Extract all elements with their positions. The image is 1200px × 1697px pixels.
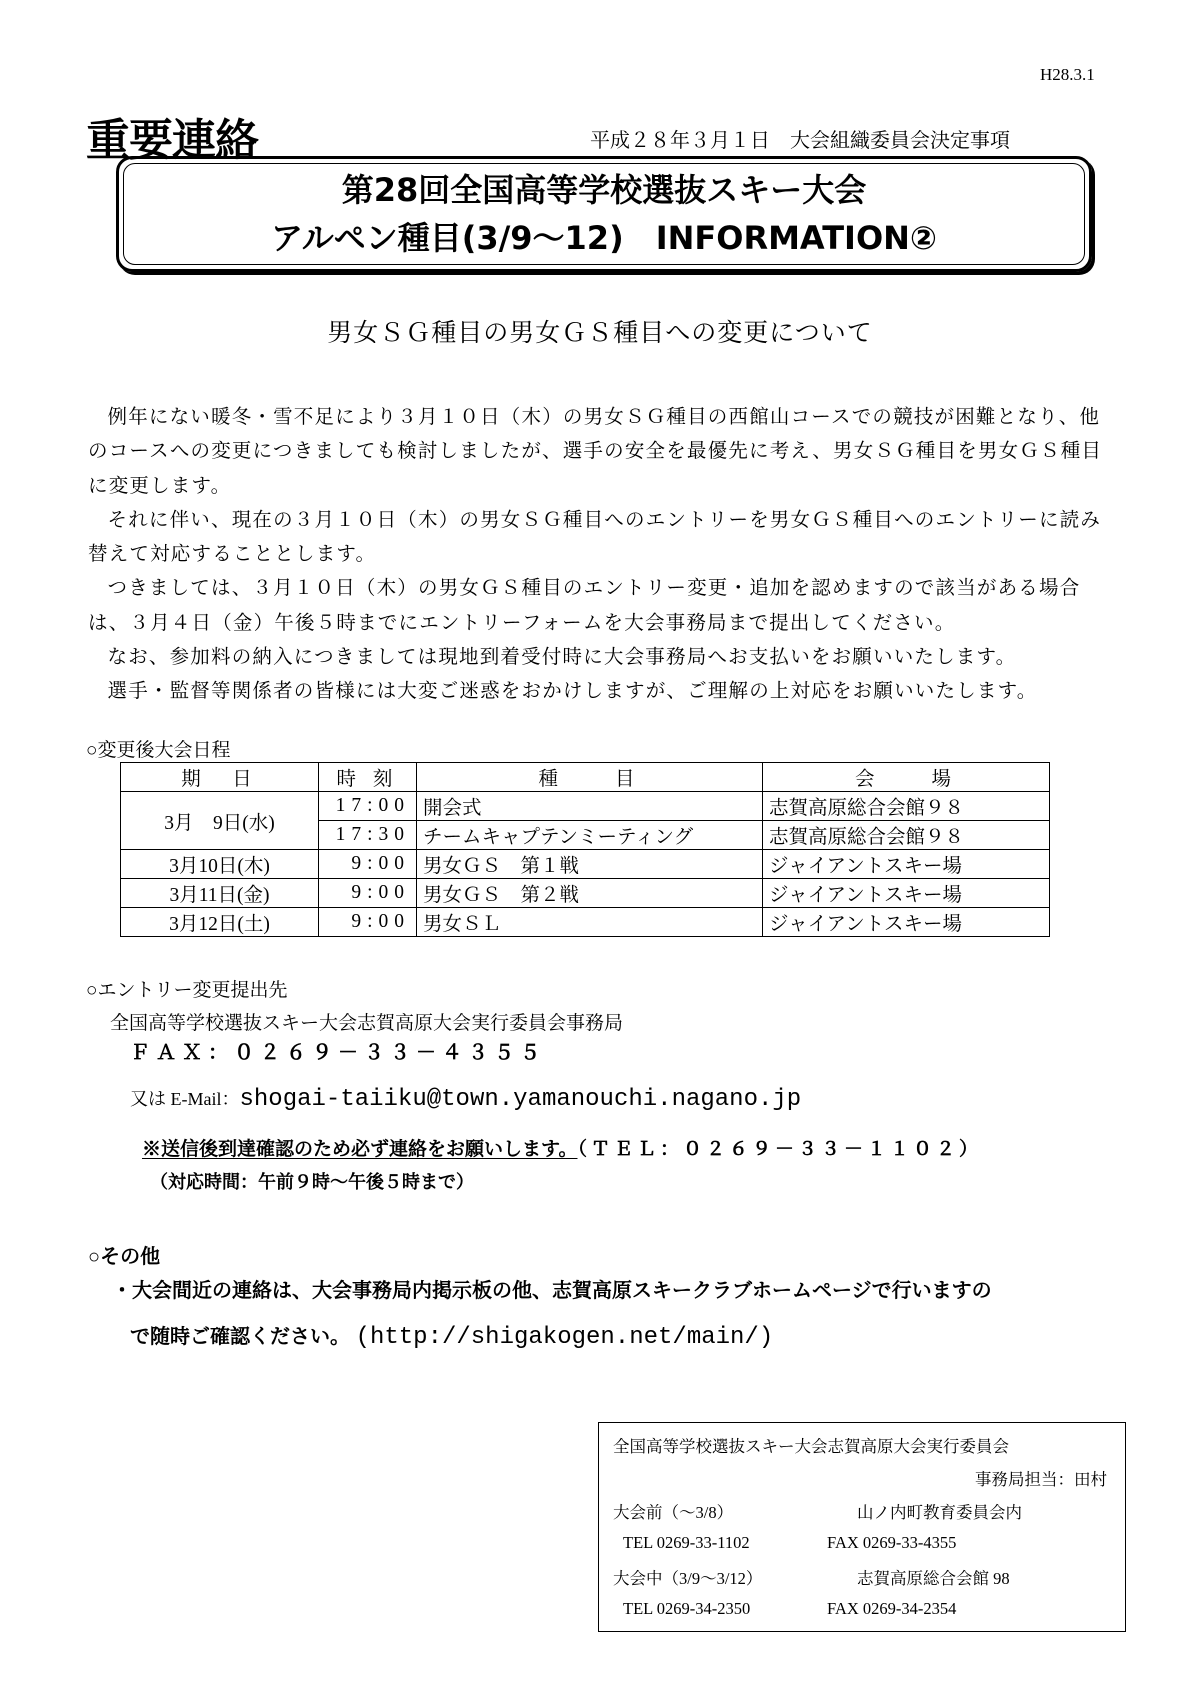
footer-contact: 事務局担当：田村 xyxy=(975,1470,1107,1489)
other-line-1: ・大会間近の連絡は、大会事務局内掲示板の他、志賀高原スキークラブホームページで行いますの xyxy=(112,1280,992,1302)
during-label: 大会中（3/9～3/12） xyxy=(613,1569,763,1588)
table-row xyxy=(121,879,1050,908)
cell-venue: ジャイアントスキー場 xyxy=(763,908,1050,937)
cell-event: 開会式 xyxy=(417,792,763,821)
header-event: 種 目 xyxy=(417,763,763,792)
before-label: 大会前（～3/8） xyxy=(613,1503,734,1522)
email-link[interactable]: shogai-taiiku@town.yamanouchi.nagano.jp xyxy=(239,1086,802,1113)
paragraph: つきましては、３月１０日（木）の男女ＧＳ種目のエントリー変更・追加を認めますので該当がある場合は、３月４日（金）午後５時までにエントリーフォームを大会事務局まで提出してください。 xyxy=(88,577,1081,634)
cell-time: 9:00 xyxy=(319,908,417,937)
subtitle: 男女ＳＧ種目の男女ＧＳ種目への変更について xyxy=(327,320,873,347)
website-link[interactable]: (http://shigakogen.net/main/) xyxy=(355,1324,774,1351)
header-venue: 会 場 xyxy=(763,763,1050,792)
cell-event: 男女ＧＳ 第２戦 xyxy=(417,879,763,908)
mail-prefix: 又は E-Mail： xyxy=(130,1089,240,1109)
cell-venue: 志賀高原総合会館９８ xyxy=(763,821,1050,850)
before-place: 山ノ内町教育委員会内 xyxy=(857,1503,1022,1522)
paragraph: それに伴い、現在の３月１０日（木）の男女ＳＧ種目へのエントリーを男女ＧＳ種目へのエントリーに読み替えて対応することとします。 xyxy=(88,508,1102,566)
table-header-row xyxy=(121,763,1050,792)
cell-date: 3月11日(金) xyxy=(121,879,319,908)
title-line-2: アルペン種目(3/9～12) INFORMATION② xyxy=(270,219,938,257)
cell-venue: 志賀高原総合会館９８ xyxy=(763,792,1050,821)
document-date: H28.3.1 xyxy=(1040,65,1095,84)
title-line-1: 第28回全国高等学校選抜スキー大会 xyxy=(341,171,867,209)
paragraph: 例年にない暖冬・雪不足により３月１０日（木）の男女ＳＧ種目の西館山コースでの競技が困難となり、他のコースへの変更につきましても検討しましたが、選手の安全を最優先に考え、男女ＳＧ種目を男女ＧＳ種目に変更します。 xyxy=(88,406,1103,497)
cell-date: 3月 9日(水) xyxy=(121,792,319,850)
during-tel: TEL 0269-34-2350 xyxy=(623,1599,751,1618)
table-row xyxy=(121,850,1050,879)
entry-office: 全国高等学校選抜スキー大会志賀高原大会実行委員会事務局 xyxy=(110,1013,624,1034)
notice-tel: （ＴＥＬ：０２６９－３３－１１０２） xyxy=(577,1139,982,1160)
cell-time: 9:00 xyxy=(319,850,417,879)
contact-box xyxy=(598,1422,1126,1632)
other-line-2 xyxy=(130,1320,773,1351)
body-text xyxy=(88,400,1113,709)
schedule-table xyxy=(120,762,1050,937)
entry-label: ○エントリー変更提出先 xyxy=(86,980,288,1001)
cell-date: 3月10日(木) xyxy=(121,850,319,879)
entry-fax: ＦＡＸ：０２６９－３３－４３５５ xyxy=(130,1043,546,1066)
cell-venue: ジャイアントスキー場 xyxy=(763,850,1050,879)
paragraph: 選手・監督等関係者の皆様には大変ご迷惑をおかけしますが、ご理解の上対応をお願いいたします。 xyxy=(107,680,1038,703)
important-notice-heading: 重要連絡 xyxy=(86,115,258,166)
cell-event: 男女ＳＬ xyxy=(417,908,763,937)
paragraph: なお、参加料の納入につきましては現地到着受付時に大会事務局へお支払いをお願いいたします。 xyxy=(107,646,1017,669)
cell-time: 9:00 xyxy=(319,879,417,908)
other-line-2-text: で随時ご確認ください。 xyxy=(130,1326,350,1348)
other-label: ○その他 xyxy=(88,1246,161,1268)
header-time: 時 刻 xyxy=(319,763,417,792)
during-place: 志賀高原総合会館 98 xyxy=(857,1569,1010,1588)
title-box xyxy=(116,156,1092,272)
decision-line: 平成２８年３月１日 大会組織委員会決定事項 xyxy=(590,130,1010,152)
footer-org: 全国高等学校選抜スキー大会志賀高原大会実行委員会 xyxy=(613,1437,1009,1456)
table-row xyxy=(121,792,1050,821)
header-date: 期 日 xyxy=(121,763,319,792)
before-fax: FAX 0269-33-4355 xyxy=(827,1533,957,1552)
cell-time: 17:00 xyxy=(319,792,417,821)
before-tel: TEL 0269-33-1102 xyxy=(623,1533,750,1552)
office-hours: （対応時間：午前９時～午後５時まで） xyxy=(150,1172,474,1192)
entry-mail-line xyxy=(130,1085,801,1113)
during-fax: FAX 0269-34-2354 xyxy=(827,1599,957,1618)
cell-event: 男女ＧＳ 第１戦 xyxy=(417,850,763,879)
notice-line xyxy=(142,1134,982,1161)
cell-venue: ジャイアントスキー場 xyxy=(763,879,1050,908)
schedule-label: ○変更後大会日程 xyxy=(86,740,231,761)
cell-event: チームキャプテンミーティング xyxy=(417,821,763,850)
cell-date: 3月12日(土) xyxy=(121,908,319,937)
table-row xyxy=(121,908,1050,937)
notice-text: ※送信後到達確認のため必ず連絡をお願いします。 xyxy=(142,1139,578,1160)
cell-time: 17:30 xyxy=(319,821,417,850)
